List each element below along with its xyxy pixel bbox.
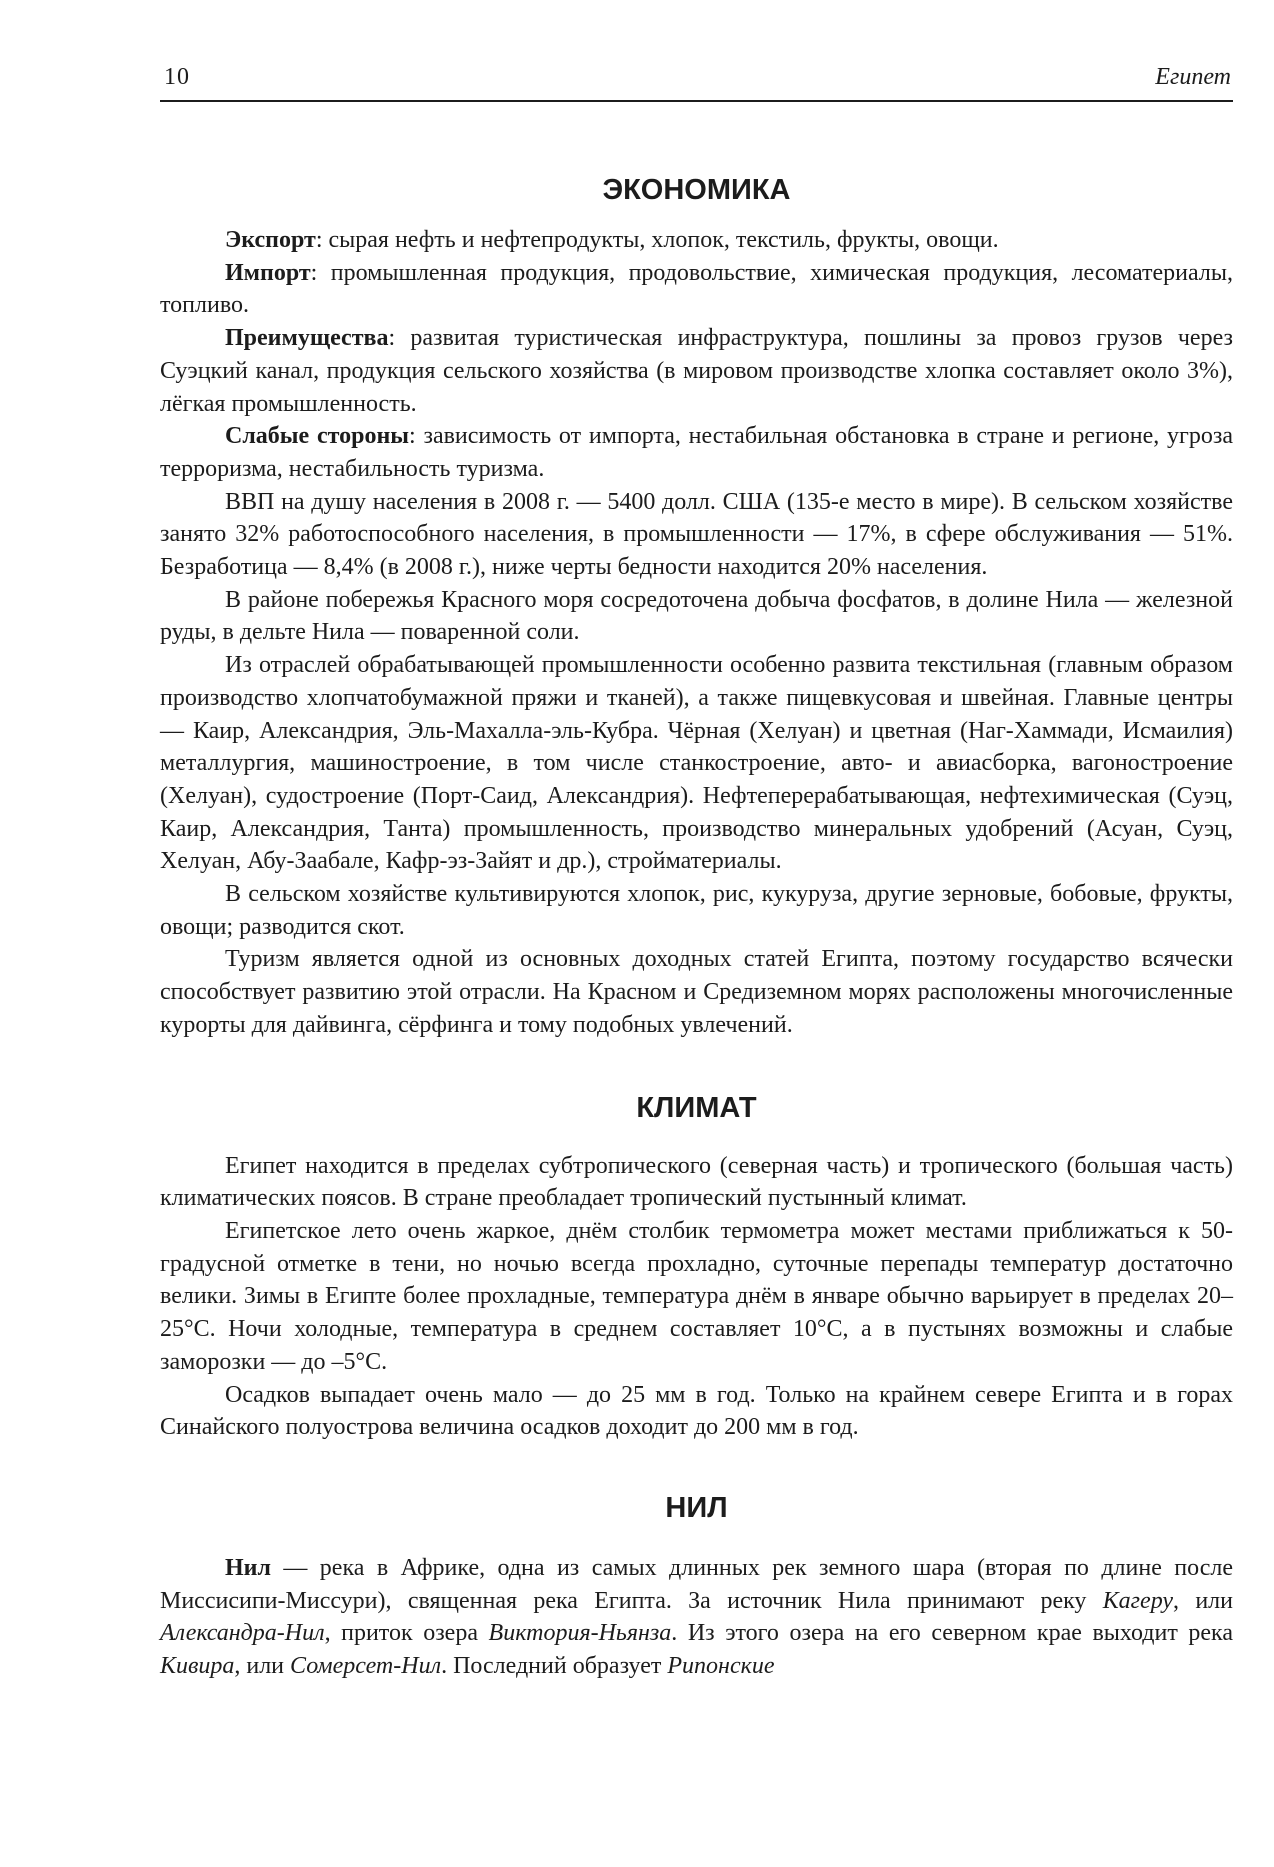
paragraph-climate-zones: Египет находится в пределах субтропического (северная часть) и тропического (большая часть) климатических поясов. В стране преобладает тропический пустынный климат.	[160, 1152, 1233, 1212]
paragraph-agriculture: В сельском хозяйстве культивируются хлопок, рис, кукуруза, другие зерновые, бобовые, фрукты, овощи; разводится скот.	[160, 881, 1233, 940]
paragraph-import: Импорт: промышленная продукция, продовольствие, химическая продукция, лесоматериалы, топливо.	[160, 259, 1233, 319]
paragraph-gdp: ВВП на душу населения в 2008 г. — 5400 долл. США (135-е место в мире). В сельском хозяйстве занято 32% работоспособного населения, в промышленности — 17%, в сфере обслуживания — 51%. Безработица — 8,4% (в 2008 г.), ниже черты бедности находится 20% населения.	[160, 488, 1233, 581]
paragraph-tourism: Туризм является одной из основных доходных статей Египта, поэтому государство всячески способствует развитию этой отрасли. На Красном и Средиземном морях расположены многочисленные курорты для дайвинга, сёрфинга и тому подобных увлечений.	[160, 946, 1233, 1038]
term-import: Импорт	[225, 259, 311, 286]
section-heading-nile: НИЛ	[665, 1491, 728, 1524]
paragraph-industry: Из отраслей обрабатывающей промышленности особенно развита текстильная (главным образом производство хлопчатобумажной пряжи и тканей), а также пищевкусовая и швейная. Главные центры — Каир, Александрия, Эль-Махалла-эль-Кубра. Чёрная (Хелуан) и цветная (Наг-Хаммади, Исмаилия) металлургия, машиностроение, в том числе станкостроение, авто- и авиасборка, вагоностроение (Хелуан), судостроение (Порт-Саид, Александрия). Нефтеперерабатывающая, нефтехимическая (Суэц, Каир, Александрия, Танта) промышленность, производство минеральных удобрений (Асуан, Суэц, Хелуан, Абу-Заабале, Кафр-эз-Зайят и др.), стройматериалы.	[160, 652, 1233, 875]
paragraph-weaknesses: Слабые стороны: зависимость от импорта, нестабильная обстановка в стране и регионе, угроза терроризма, нестабильность туризма.	[160, 423, 1233, 482]
term-nile: Нил	[225, 1554, 271, 1581]
paragraph-mining: В районе побережья Красного моря сосредоточена добыча фосфатов, в долине Нила — железной руды, в дельте Нила — поваренной соли.	[160, 586, 1233, 646]
term-export: Экспорт	[225, 227, 316, 253]
paragraph-export: Экспорт: сырая нефть и нефтепродукты, хлопок, текстиль, фрукты, овощи.	[225, 227, 999, 253]
paragraph-nile: Нил — река в Африке, одна из самых длинных рек земного шара (вторая по длине после Миссисипи-Миссури), священная река Египта. За источник Нила принимают реку Кагеру, или Александра-Нил, приток озера Виктория-Ньянза. Из этого озера на его северном крае выходит река Кивира, или Сомерсет-Нил. Последний образует Рипонские	[160, 1554, 1233, 1680]
running-title: Египет	[1155, 64, 1231, 90]
paragraph-precipitation: Осадков выпадает очень мало — до 25 мм в год. Только на крайнем севере Египта и в горах Синайского полуострова величина осадков доходит до 200 мм в год.	[160, 1381, 1233, 1441]
section-heading-climate: КЛИМАТ	[636, 1091, 757, 1124]
term-advantages: Преимущества	[225, 325, 389, 352]
paragraph-temperatures: Египетское лето очень жаркое, днём столбик термометра может местами приближаться к 50-градусной отметке в тени, но ночью всегда прохладно, суточные перепады температур достаточно велики. Зимы в Египте более прохладные, температура днём в январе обычно варьирует в пределах 20–25°С. Ночи холодные, температура в среднем составляет 10°С, а в пустынях возможны и слабые заморозки — до –5°С.	[160, 1217, 1233, 1375]
page-number: 10	[164, 64, 190, 90]
term-weaknesses: Слабые стороны	[225, 423, 410, 450]
page-body	[160, 170, 1233, 1683]
paragraph-advantages: Преимущества: развитая туристическая инфраструктура, пошлины за провоз грузов через Суэцкий канал, продукция сельского хозяйства (в мировом производстве хлопка составляет около 3%), лёгкая промышленность.	[160, 325, 1233, 417]
section-heading-economy: ЭКОНОМИКА	[602, 174, 791, 206]
running-header	[160, 64, 1233, 102]
